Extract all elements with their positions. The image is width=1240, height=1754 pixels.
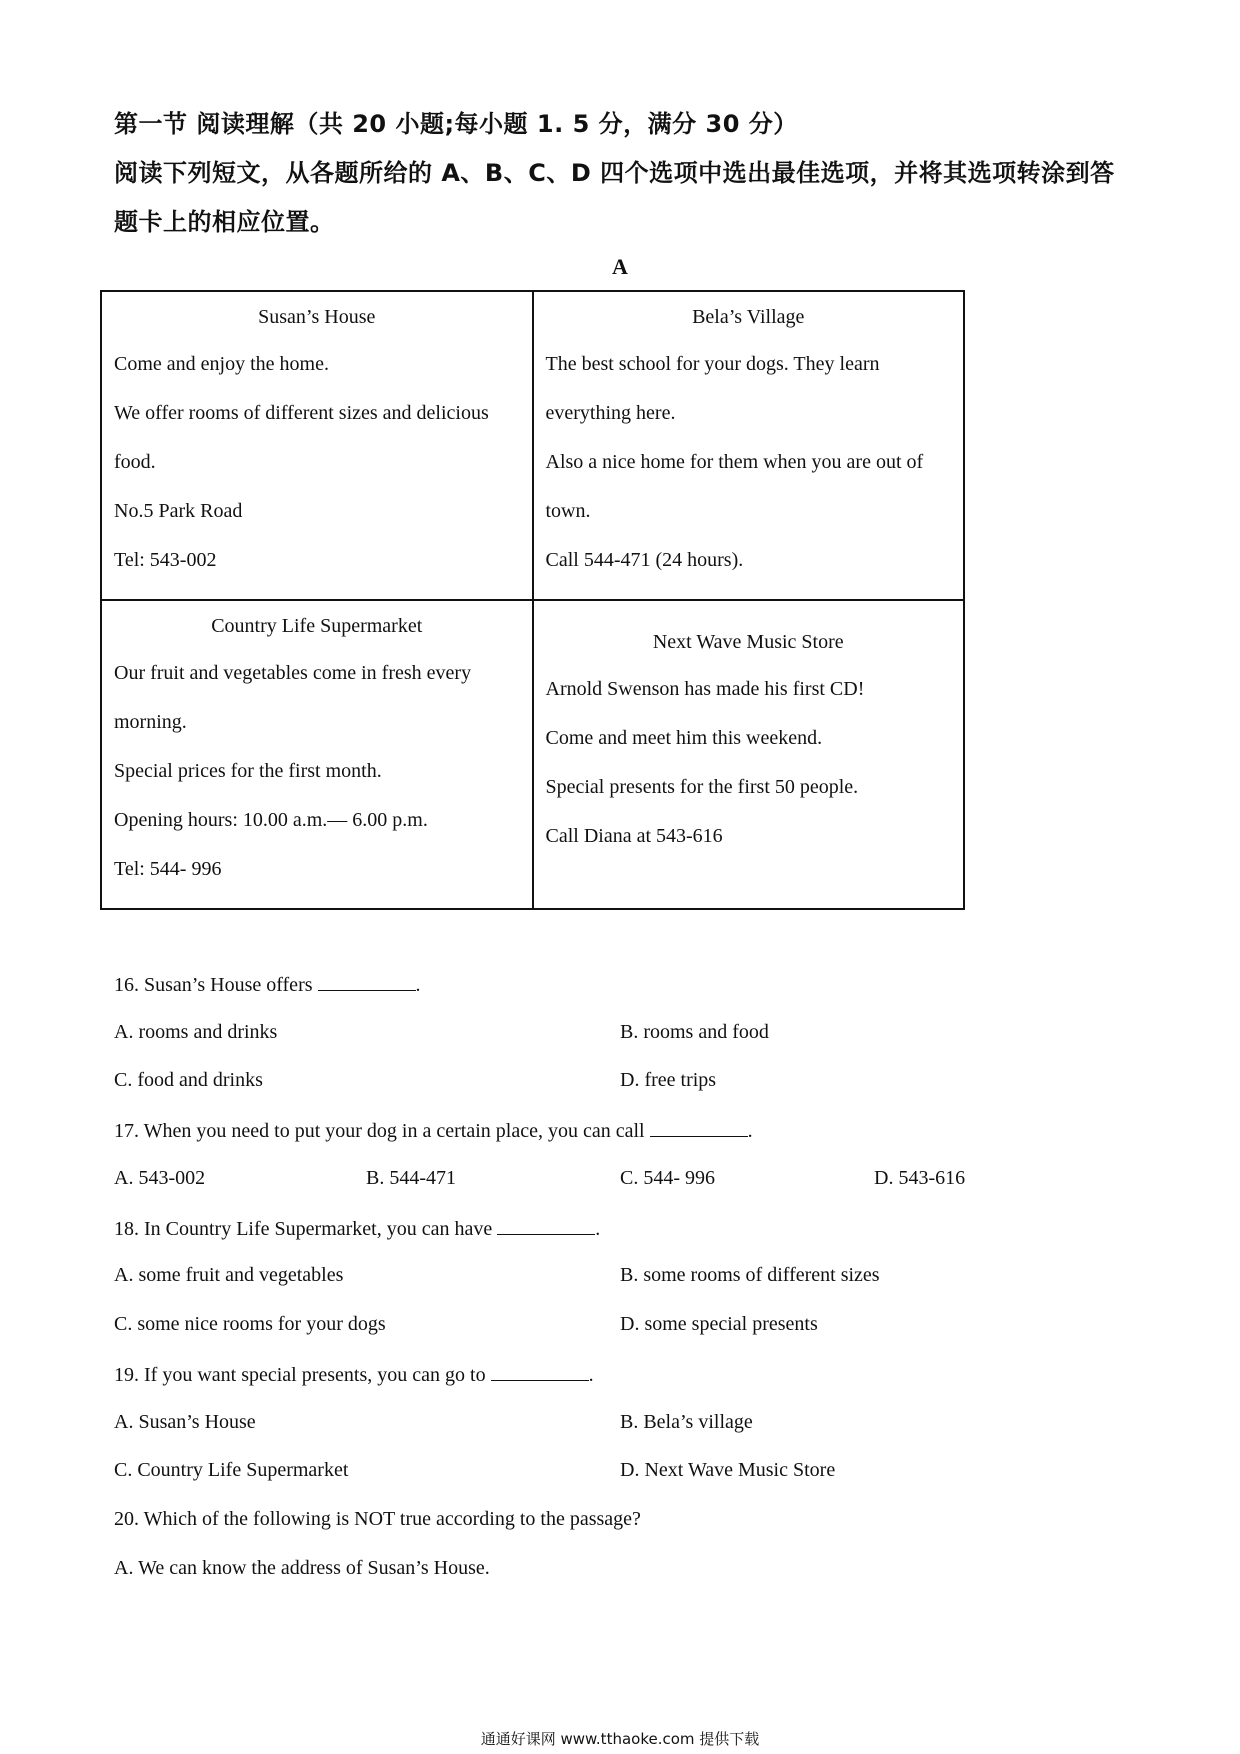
question-19 xyxy=(114,1362,594,1387)
ad-belas-village xyxy=(533,291,965,600)
ad-line: morning. xyxy=(114,711,187,733)
option-18b: B. some rooms of different sizes xyxy=(620,1264,880,1286)
instructions-line-2: 题卡上的相应位置。 xyxy=(114,208,335,236)
question-end: . xyxy=(588,1364,594,1386)
question-stem: 18. In Country Life Supermarket, you can have xyxy=(114,1218,493,1240)
ad-line: Come and meet him this weekend. xyxy=(545,727,823,749)
option-18d: D. some special presents xyxy=(620,1313,818,1335)
ad-title: Bela’s Village xyxy=(692,306,805,328)
ads-table xyxy=(100,290,965,910)
ad-line: The best school for your dogs. They learn xyxy=(545,353,880,375)
ad-line: food. xyxy=(114,451,156,473)
question-end: . xyxy=(415,974,421,996)
instructions-line-1: 阅读下列短文，从各题所给的 A、B、C、D 四个选项中选出最佳选项，并将其选项转涂到答 xyxy=(114,159,1115,187)
ad-country-life-supermarket xyxy=(101,600,533,909)
passage-label: A xyxy=(612,254,628,279)
option-20a: A. We can know the address of Susan’s House. xyxy=(114,1557,490,1579)
option-19b: B. Bela’s village xyxy=(620,1411,753,1433)
question-20 xyxy=(114,1508,641,1531)
question-end: . xyxy=(595,1218,601,1240)
answer-blank xyxy=(318,972,416,991)
option-19d: D. Next Wave Music Store xyxy=(620,1459,836,1481)
option-19a: A. Susan’s House xyxy=(114,1411,256,1433)
ad-line: Opening hours: 10.00 a.m.— 6.00 p.m. xyxy=(114,809,428,831)
question-stem: 16. Susan’s House offers xyxy=(114,974,313,996)
ad-title: Next Wave Music Store xyxy=(652,631,844,653)
option-18c: C. some nice rooms for your dogs xyxy=(114,1313,386,1335)
option-16d: D. free trips xyxy=(620,1069,717,1091)
ad-line: Tel: 544- 996 xyxy=(114,858,222,880)
question-end: . xyxy=(747,1120,753,1142)
section-heading: 第一节 阅读理解（共 20 小题;每小题 1. 5 分，满分 30 分） xyxy=(114,110,798,138)
ad-susans-house xyxy=(101,291,533,600)
ad-title: Susan’s House xyxy=(258,306,376,328)
option-16b: B. rooms and food xyxy=(620,1021,769,1043)
option-18a: A. some fruit and vegetables xyxy=(114,1264,344,1286)
ad-line: Tel: 543-002 xyxy=(114,549,217,571)
ad-line: Also a nice home for them when you are out of xyxy=(545,451,924,473)
ad-line: We offer rooms of different sizes and delicious xyxy=(114,402,489,424)
ad-next-wave-music-store xyxy=(533,600,965,909)
ad-line: Come and enjoy the home. xyxy=(114,353,329,375)
ad-line: Arnold Swenson has made his first CD! xyxy=(545,678,865,700)
footer-watermark: 通通好课网 www.tthaoke.com 提供下载 xyxy=(480,1730,760,1748)
ad-line: town. xyxy=(545,500,591,522)
question-16 xyxy=(114,972,421,997)
option-17b: B. 544-471 xyxy=(366,1167,456,1189)
option-17d: D. 543-616 xyxy=(874,1167,966,1189)
ad-line: Call Diana at 543-616 xyxy=(545,825,723,847)
answer-blank xyxy=(497,1216,595,1235)
option-16c: C. food and drinks xyxy=(114,1069,263,1091)
ad-title: Country Life Supermarket xyxy=(211,615,423,637)
answer-blank xyxy=(491,1362,589,1381)
ad-line: No.5 Park Road xyxy=(114,500,243,522)
ad-line: Special presents for the first 50 people. xyxy=(545,776,859,798)
question-18 xyxy=(114,1216,600,1241)
option-17c: C. 544- 996 xyxy=(620,1167,715,1189)
ad-line: Call 544-471 (24 hours). xyxy=(545,549,744,571)
ad-line: everything here. xyxy=(545,402,676,424)
option-16a: A. rooms and drinks xyxy=(114,1021,278,1043)
question-stem: 20. Which of the following is NOT true according to the passage? xyxy=(114,1508,641,1530)
option-19c: C. Country Life Supermarket xyxy=(114,1459,349,1481)
answer-blank xyxy=(650,1118,748,1137)
ad-line: Our fruit and vegetables come in fresh every xyxy=(114,662,472,684)
ad-line: Special prices for the first month. xyxy=(114,760,382,782)
question-stem: 17. When you need to put your dog in a certain place, you can call xyxy=(114,1120,645,1142)
option-17a: A. 543-002 xyxy=(114,1167,206,1189)
question-17 xyxy=(114,1118,753,1143)
question-stem: 19. If you want special presents, you can go to xyxy=(114,1364,486,1386)
